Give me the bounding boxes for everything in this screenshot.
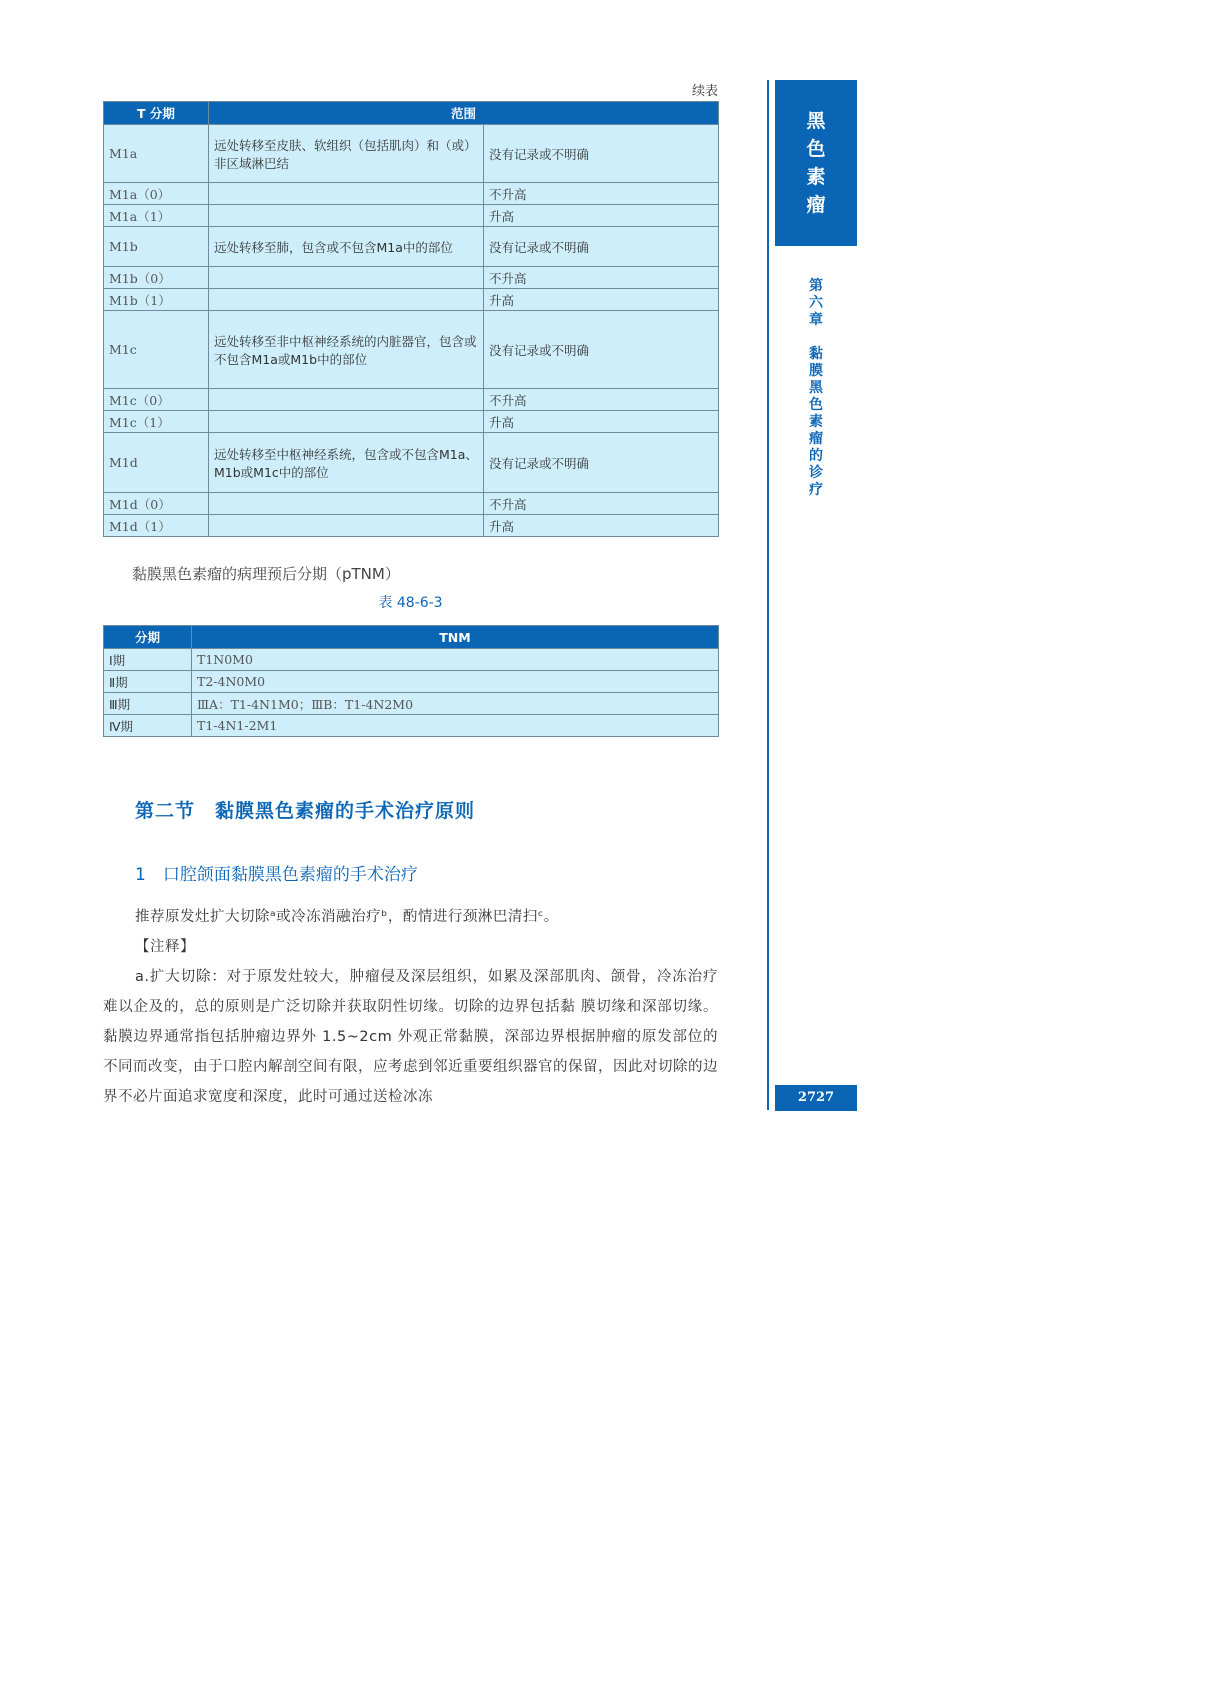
table-row [104, 125, 719, 183]
cell-desc [209, 183, 484, 205]
table-row [104, 411, 719, 433]
header-range: 范围 [209, 102, 719, 125]
cell-code: M1a（0） [104, 183, 209, 205]
table-caption: 黏膜黑色素瘤的病理预后分期（pTNM） [132, 565, 400, 583]
chapter-tab [775, 80, 857, 246]
chapter-char: 章 [809, 312, 823, 328]
cell-code: M1a [104, 125, 209, 183]
paragraph: a.扩大切除：对于原发灶较大，肿瘤侵及深层组织，如累及深部肌肉、颌骨，冷冻治疗难以企及的，总的原则是广泛切除并获取阴性切缘。切除的边界包括黏 膜切缘和深部切缘。黏膜边界通常指包括肿瘤边界外 1.5~2cm 外观正常黏膜，深部边界根据肿瘤的原发部位的不同而改变，由于口腔内解剖空间有限，应考虑到邻近重要组织器官的保留，因此对切除的边界不必片面追求宽度和深度，此时可通过送检冰冻 [103, 969, 718, 1105]
chapter-char: 第 [809, 278, 823, 294]
header-t-stage: T 分期 [104, 102, 209, 125]
cell-ldh: 没有记录或不明确 [484, 227, 719, 267]
table-row [104, 671, 719, 693]
cell-tnm: T2-4N0M0 [192, 671, 719, 693]
cell-ldh: 不升高 [484, 493, 719, 515]
cell-ldh: 没有记录或不明确 [484, 311, 719, 389]
table-number: 表 48-6-3 [378, 595, 443, 611]
cell-tnm: T1N0M0 [192, 649, 719, 671]
continued-label: 续表 [691, 84, 718, 99]
margin-rule [767, 80, 769, 1110]
header-tnm: TNM [192, 626, 719, 649]
table-row [104, 693, 719, 715]
table-row [104, 227, 719, 267]
table-row [104, 267, 719, 289]
chapter-char: 疗 [809, 482, 823, 498]
cell-desc [209, 389, 484, 411]
cell-code: M1d（0） [104, 493, 209, 515]
cell-desc [209, 515, 484, 537]
tab-char: 瘤 [806, 194, 826, 216]
cell-code: M1d（1） [104, 515, 209, 537]
cell-desc [209, 411, 484, 433]
cell-ldh: 升高 [484, 289, 719, 311]
cell-desc: 远处转移至皮肤、软组织（包括肌肉）和（或）非区域淋巴结 [209, 125, 484, 183]
cell-desc: 远处转移至中枢神经系统，包含或不包含M1a、M1b或M1c中的部位 [209, 433, 484, 493]
table-row [104, 493, 719, 515]
cell-desc [209, 289, 484, 311]
chapter-char: 色 [809, 397, 823, 413]
tab-char: 素 [806, 166, 826, 188]
chapter-char: 黏 [809, 346, 823, 362]
cell-stage: Ⅲ期 [104, 693, 192, 715]
table-row [104, 205, 719, 227]
cell-ldh: 不升高 [484, 267, 719, 289]
cell-tnm: ⅢA：T1-4N1M0；ⅢB：T1-4N2M0 [192, 693, 719, 715]
chapter-char: 素 [809, 414, 823, 430]
cell-ldh: 没有记录或不明确 [484, 125, 719, 183]
table-row [104, 311, 719, 389]
cell-ldh: 升高 [484, 411, 719, 433]
cell-ldh: 升高 [484, 515, 719, 537]
cell-code: M1b [104, 227, 209, 267]
cell-code: M1c（1） [104, 411, 209, 433]
table-row [104, 433, 719, 493]
table-row [104, 649, 719, 671]
cell-desc [209, 493, 484, 515]
table-row [104, 515, 719, 537]
cell-stage: Ⅳ期 [104, 715, 192, 737]
page-number: 2727 [775, 1085, 857, 1111]
chapter-char: 膜 [809, 363, 823, 379]
cell-tnm: T1-4N1-2M1 [192, 715, 719, 737]
cell-stage: Ⅰ期 [104, 649, 192, 671]
ptnm-table [103, 625, 719, 737]
cell-code: M1c（0） [104, 389, 209, 411]
chapter-char: 诊 [809, 465, 823, 481]
paragraph: 推荐原发灶扩大切除ᵃ或冷冻消融治疗ᵇ，酌情进行颈淋巴清扫ᶜ。 [135, 909, 559, 925]
staging-table-m [103, 101, 719, 537]
header-stage: 分期 [104, 626, 192, 649]
cell-desc: 远处转移至肺，包含或不包含M1a中的部位 [209, 227, 484, 267]
cell-desc [209, 267, 484, 289]
chapter-char: 瘤 [809, 431, 823, 447]
cell-code: M1c [104, 311, 209, 389]
cell-code: M1a（1） [104, 205, 209, 227]
table-row [104, 389, 719, 411]
subsection-title: 1 口腔颌面黏膜黑色素瘤的手术治疗 [135, 865, 418, 885]
tab-char: 黑 [806, 110, 826, 132]
cell-code: M1b（0） [104, 267, 209, 289]
cell-desc [209, 205, 484, 227]
chapter-char [804, 329, 828, 346]
tab-char: 色 [806, 138, 826, 160]
cell-ldh: 没有记录或不明确 [484, 433, 719, 493]
cell-code: M1b（1） [104, 289, 209, 311]
cell-ldh: 不升高 [484, 389, 719, 411]
table-row [104, 183, 719, 205]
chapter-char: 的 [809, 448, 823, 464]
cell-desc: 远处转移至非中枢神经系统的内脏器官，包含或不包含M1a或M1b中的部位 [209, 311, 484, 389]
chapter-char: 黑 [809, 380, 823, 396]
note-heading: 【注释】 [135, 939, 195, 955]
chapter-title-vertical [804, 278, 828, 499]
table-row [104, 715, 719, 737]
section-title: 第二节 黏膜黑色素瘤的手术治疗原则 [135, 800, 476, 822]
cell-stage: Ⅱ期 [104, 671, 192, 693]
cell-ldh: 升高 [484, 205, 719, 227]
table-row [104, 289, 719, 311]
cell-ldh: 不升高 [484, 183, 719, 205]
cell-code: M1d [104, 433, 209, 493]
chapter-char: 六 [809, 295, 823, 311]
